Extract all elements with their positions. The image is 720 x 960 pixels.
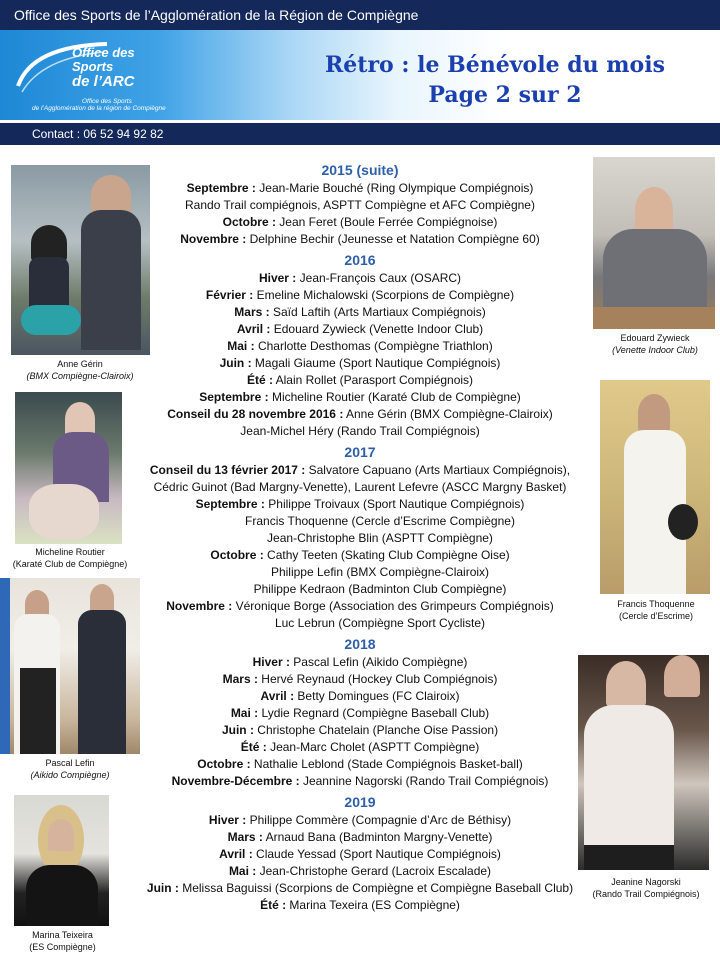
caption-micheline-routier <box>5 546 135 570</box>
org-name: Office des Sports de l’Agglomération de la Région de Compiègne <box>14 7 419 23</box>
page-title <box>300 50 690 110</box>
caption-francis-thoquenne <box>595 598 717 622</box>
photo-francis-thoquenne <box>600 380 710 594</box>
caption-name: Francis Thoquenne <box>617 599 695 609</box>
caption-name: Anne Gérin <box>57 359 103 369</box>
caption-name: Marina Teixeira <box>32 930 93 940</box>
caption-name: Jeanine Nagorski <box>611 877 681 887</box>
section-2017 <box>120 442 600 632</box>
title-line1: Rétro : le Bénévole du mois <box>325 52 665 78</box>
list-item: Novembre-Décembre : Jeannine Nagorski (Rando Trail Compiégnois) <box>171 774 549 788</box>
photo-marina-teixeira <box>14 795 109 926</box>
caption-club: (ES Compiègne) <box>29 942 96 952</box>
list-item: Octobre : Nathalie Leblond (Stade Compiégnois Basket-ball) <box>197 757 523 771</box>
caption-marina-teixeira <box>5 929 120 953</box>
list-item: Juin : Christophe Chatelain (Planche Oise Passion) <box>221 723 499 737</box>
list-item: Mai : Lydie Regnard (Compiègne Baseball Club) <box>230 706 490 720</box>
arc-logo <box>12 36 182 116</box>
logo-line3: de l’ARC <box>72 73 135 90</box>
list-item: Mars : Hervé Reynaud (Hockey Club Compiégnois) <box>222 672 498 686</box>
year-heading: 2016 <box>344 252 376 268</box>
photo-edouard-zywieck <box>593 157 715 329</box>
list-item: Octobre : Cathy Teeten (Skating Club Compiègne Oise) <box>210 548 510 562</box>
caption-club: (Venette Indoor Club) <box>612 345 698 355</box>
year-heading: 2018 <box>344 636 376 652</box>
list-item: Philippe Kedraon (Badminton Club Compiègne) <box>253 582 507 596</box>
list-item: Septembre : Philippe Troivaux (Sport Nautique Compiégnois) <box>195 497 525 511</box>
list-item: Mars : Saïd Laftih (Arts Martiaux Compiégnois) <box>234 305 486 319</box>
list-item: Hiver : Jean-François Caux (OSARC) <box>258 271 462 285</box>
list-item: Hiver : Philippe Commère (Compagnie d’Arc de Béthisy) <box>208 813 512 827</box>
list-item: Novembre : Véronique Borge (Association des Grimpeurs Compiégnois) <box>166 599 554 613</box>
caption-name: Edouard Zywieck <box>620 333 690 343</box>
list-item: Cédric Guinot (Bad Margny-Venette), Laurent Lefevre (ASCC Margny Basket) <box>153 480 567 494</box>
list-item: Avril : Claude Yessad (Sport Nautique Compiégnois) <box>219 847 501 861</box>
list-item: Rando Trail compiégnois, ASPTT Compiègne et AFC Compiègne) <box>185 198 535 212</box>
list-item: Philippe Lefin (BMX Compiègne-Clairoix) <box>270 565 490 579</box>
list-item: Juin : Melissa Baguissi (Scorpions de Compiègne et Compiègne Baseball Club) <box>146 881 574 895</box>
photo-micheline-routier <box>15 392 122 544</box>
list-item: Luc Lebrun (Compiègne Sport Cycliste) <box>274 616 486 630</box>
list-item: Février : Emeline Michalowski (Scorpions de Compiègne) <box>205 288 515 302</box>
list-item: Avril : Betty Domingues (FC Clairoix) <box>260 689 460 703</box>
contact-bar <box>0 123 720 145</box>
section-2018 <box>120 634 600 790</box>
list-item: Été : Marina Texeira (ES Compiègne) <box>260 898 460 912</box>
caption-club: (Karaté Club de Compiègne) <box>12 559 128 569</box>
list-item: Jean-Michel Héry (Rando Trail Compiégnois) <box>240 424 480 438</box>
year-heading: 2017 <box>344 444 376 460</box>
caption-edouard-zywieck <box>590 332 720 356</box>
logo-subtitle <box>32 98 166 112</box>
list-item: Mai : Charlotte Desthomas (Compiègne Triathlon) <box>227 339 493 353</box>
list-item: Francis Thoquenne (Cercle d’Escrime Compiègne) <box>245 514 515 528</box>
logo-sub1: Office des Sports <box>82 98 132 105</box>
caption-club: (Cercle d’Escrime) <box>618 611 693 621</box>
list-item: Juin : Magali Giaume (Sport Nautique Compiégnois) <box>219 356 501 370</box>
year-heading: 2015 (suite) <box>321 162 399 178</box>
caption-pascal-lefin <box>5 757 135 781</box>
title-line2: Page 2 sur 2 <box>428 82 582 108</box>
list-item: Avril : Edouard Zywieck (Venette Indoor Club) <box>236 322 484 336</box>
caption-name: Micheline Routier <box>35 547 105 557</box>
list-item: Hiver : Pascal Lefin (Aikido Compiègne) <box>252 655 468 669</box>
caption-club: (BMX Compiègne-Clairoix) <box>26 371 134 381</box>
list-item: Septembre : Micheline Routier (Karaté Club de Compiègne) <box>199 390 521 404</box>
list-item: Septembre : Jean-Marie Bouché (Ring Olympique Compiégnois) <box>186 181 534 195</box>
caption-club: (Rando Trail Compiégnois) <box>592 889 700 899</box>
logo-sub2: de l’Agglomération de la région de Compiègne <box>32 105 166 112</box>
list-item: Jean-Christophe Blin (ASPTT Compiègne) <box>267 531 493 545</box>
logo-text <box>72 46 135 90</box>
list-item: Mars : Arnaud Bana (Badminton Margny-Venette) <box>227 830 493 844</box>
volunteer-list <box>120 158 600 914</box>
list-item: Été : Jean-Marc Cholet (ASPTT Compiègne) <box>240 740 480 754</box>
section-2019 <box>120 792 600 914</box>
caption-name: Pascal Lefin <box>45 758 95 768</box>
list-item: Mai : Jean-Christophe Gerard (Lacroix Escalade) <box>228 864 492 878</box>
top-bar <box>0 0 720 30</box>
list-item: Novembre : Delphine Bechir (Jeunesse et Natation Compiègne 60) <box>180 232 540 246</box>
section-2015 <box>120 160 600 248</box>
caption-club: (Aikido Compiègne) <box>30 770 110 780</box>
year-heading: 2019 <box>344 794 376 810</box>
contact-phone: Contact : 06 52 94 92 82 <box>32 127 164 141</box>
photo-pascal-lefin <box>0 578 140 754</box>
logo-line1: Office des <box>72 45 135 60</box>
section-2016 <box>120 250 600 440</box>
list-item: Été : Alain Rollet (Parasport Compiégnois) <box>246 373 474 387</box>
logo-line2: Sports <box>72 59 114 74</box>
list-item: Conseil du 28 novembre 2016 : Anne Gérin (BMX Compiègne-Clairoix) <box>167 407 553 421</box>
list-item: Octobre : Jean Feret (Boule Ferrée Compiégnoise) <box>222 215 498 229</box>
list-item: Conseil du 13 février 2017 : Salvatore Capuano (Arts Martiaux Compiégnois), <box>149 463 571 477</box>
